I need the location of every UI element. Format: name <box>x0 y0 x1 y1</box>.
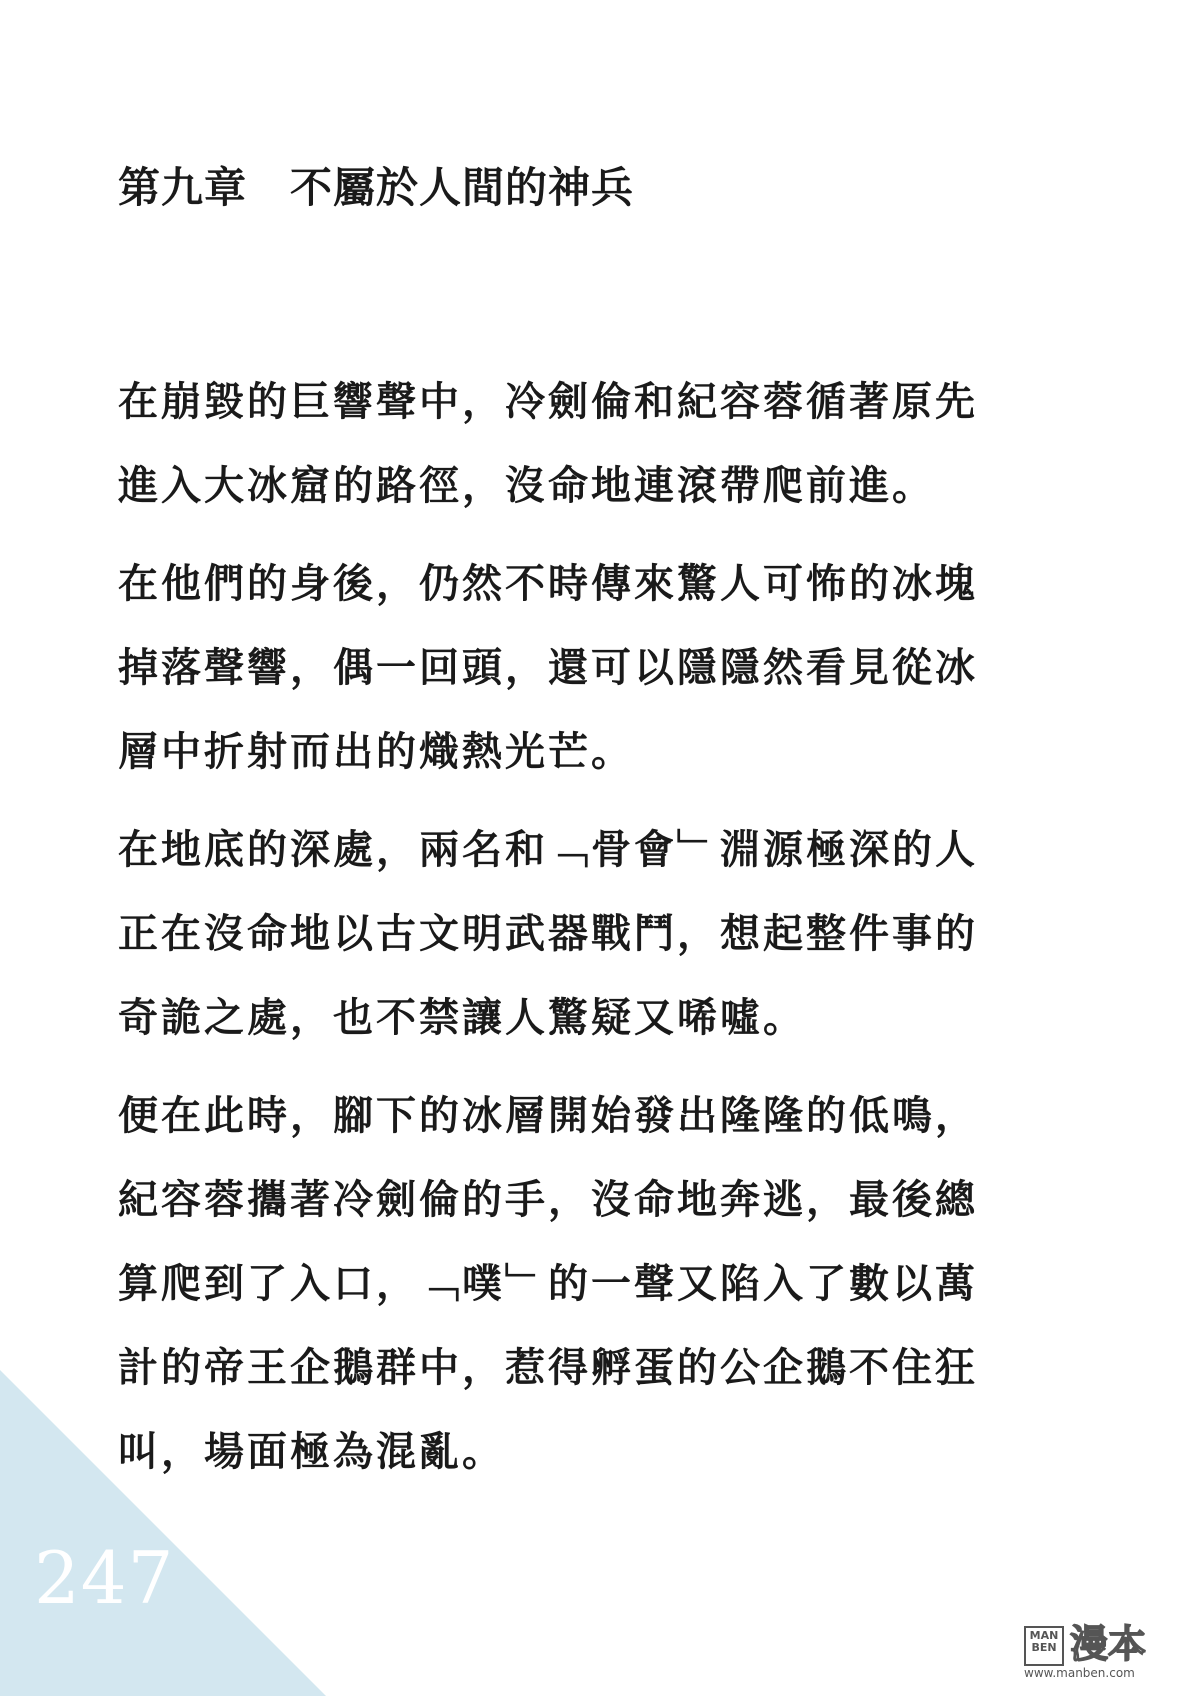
paragraph <box>118 1074 1088 1494</box>
text-line: 算爬到了入口，﹁噗﹂的一聲又陷入了數以萬 <box>118 1261 978 1307</box>
chapter-title: 第九章 不屬於人間的神兵 <box>118 163 635 212</box>
body-text <box>118 360 1088 1508</box>
page-number: 247 <box>34 1536 175 1620</box>
text-line: 進入大冰窟的路徑，沒命地連滾帶爬前進。 <box>118 463 935 509</box>
watermark-logo: MAN BEN <box>1024 1626 1064 1666</box>
text-line: 叫，場面極為混亂。 <box>118 1429 505 1475</box>
watermark-name: 漫本 <box>1070 1622 1147 1666</box>
text-line: 在地底的深處，兩名和﹁骨會﹂淵源極深的人 <box>118 827 978 873</box>
paragraph <box>118 808 1088 1060</box>
text-line: 奇詭之處，也不禁讓人驚疑又唏噓。 <box>118 995 806 1041</box>
watermark <box>1024 1622 1174 1680</box>
text-line: 便在此時，腳下的冰層開始發出隆隆的低鳴， <box>118 1093 978 1139</box>
text-line: 在他們的身後，仍然不時傳來驚人可怖的冰塊 <box>118 561 978 607</box>
text-line: 紀容蓉攜著冷劍倫的手，沒命地奔逃，最後總 <box>118 1177 978 1223</box>
text-line: 在崩毀的巨響聲中，冷劍倫和紀容蓉循著原先 <box>118 379 978 425</box>
paragraph <box>118 360 1088 528</box>
text-line: 計的帝王企鵝群中，惹得孵蛋的公企鵝不住狂 <box>118 1345 978 1391</box>
text-line: 掉落聲響，偶一回頭，還可以隱隱然看見從冰 <box>118 645 978 691</box>
text-line: 層中折射而出的熾熱光芒。 <box>118 729 634 775</box>
paragraph <box>118 542 1088 794</box>
watermark-url: www.manben.com <box>1024 1666 1135 1680</box>
text-line: 正在沒命地以古文明武器戰鬥，想起整件事的 <box>118 911 978 957</box>
